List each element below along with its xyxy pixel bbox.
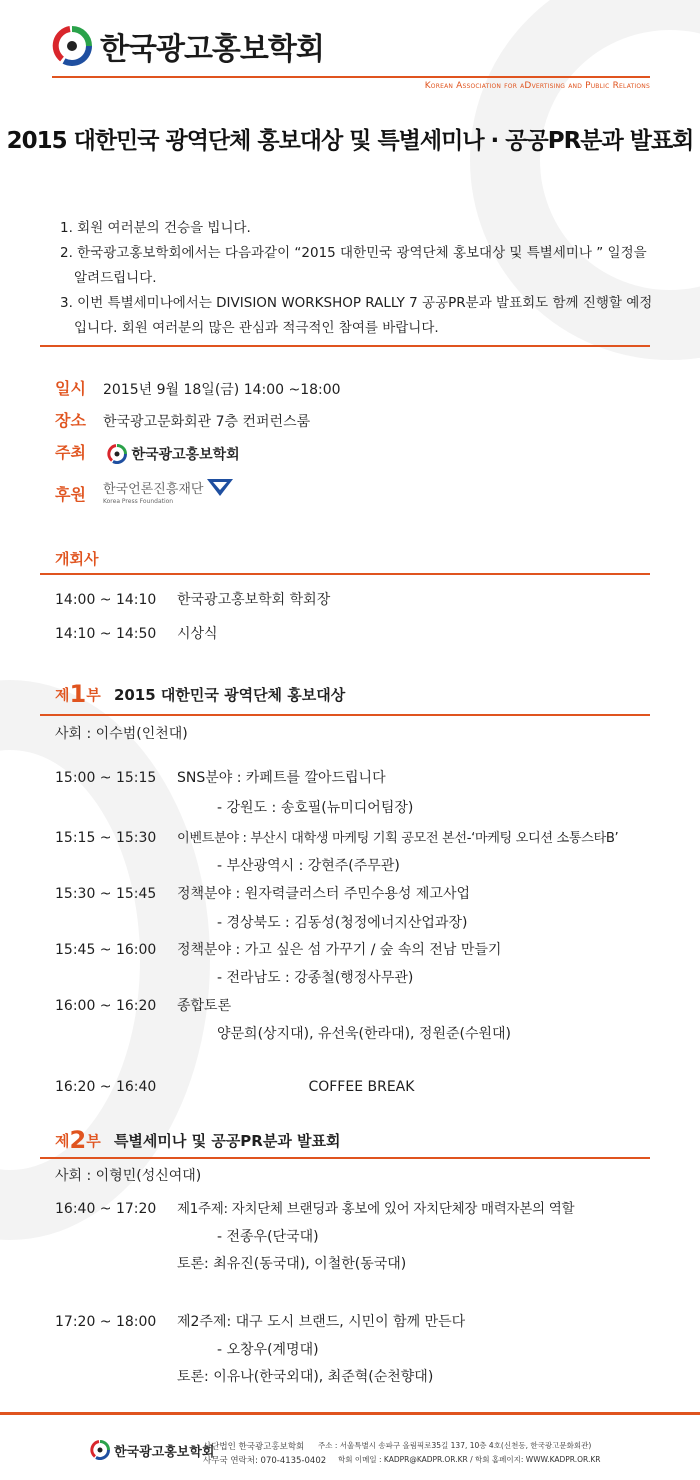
- sponsor-en: Korea Press Foundation: [103, 498, 174, 505]
- part2-title: [55, 1126, 341, 1154]
- time: 15:30 ~ 15:45: [55, 886, 157, 902]
- info-place: [55, 408, 310, 431]
- press-foundation-emblem-icon: [207, 477, 233, 497]
- header-logo: [52, 24, 324, 68]
- time: 17:20 ~ 18:00: [55, 1314, 157, 1330]
- discussants: 토론: 이유나(한국외대), 최준혁(순천향대): [177, 1369, 434, 1385]
- date-value: 2015년 9월 18일(금) 14:00 ~18:00: [103, 382, 341, 398]
- schedule-row: [55, 767, 386, 787]
- footer: [0, 1412, 700, 1480]
- opening-title: 개회사: [55, 550, 99, 568]
- notice-item: 1. 회원 여러분의 건승을 빕니다.: [60, 220, 251, 236]
- time: 15:15 ~ 15:30: [55, 830, 157, 846]
- sponsor-logo: [103, 477, 233, 505]
- schedule-row: [55, 1197, 574, 1217]
- footer-address: 주소 : 서울특별시 송파구 올림픽로35길 137, 10층 4호(신천동, 한국광고문화회관): [318, 1441, 592, 1450]
- host-logo: [107, 444, 239, 464]
- part1-pre: 제: [55, 686, 70, 704]
- item: SNS분야 : 카페트를 깔아드립니다: [177, 770, 386, 786]
- time: 16:20 ~ 16:40: [55, 1079, 157, 1095]
- time: 15:00 ~ 15:15: [55, 770, 157, 786]
- part1-number: 1: [69, 680, 87, 708]
- notice-item: 2. 한국광고홍보학회에서는 다음과같이 “2015 대한민국 광역단체 홍보대상 및 특별세미나 ” 일정을 알려드립니다.: [60, 245, 647, 286]
- place-value: 한국광고문화회관 7층 컨퍼런스룸: [103, 414, 311, 430]
- item: 제2주제: 대구 도시 브랜드, 시민이 함께 만든다: [177, 1314, 466, 1330]
- schedule-row: [55, 995, 231, 1015]
- notice-list: [60, 216, 660, 341]
- divider: [40, 573, 650, 575]
- divider: [40, 714, 650, 716]
- logo-text: 한국광고홍보학회: [100, 32, 324, 67]
- presenter: - 경상북도 : 김동성(청정에너지산업과장): [217, 915, 468, 931]
- footer-top-rule: [0, 1412, 700, 1415]
- part2-pre: 제: [55, 1132, 70, 1150]
- presenter: - 전종우(단국대): [217, 1229, 319, 1245]
- time: 16:00 ~ 16:20: [55, 998, 157, 1014]
- association-emblem-icon: [107, 444, 127, 464]
- footer-org: 사단법인 한국광고홍보학회: [203, 1442, 305, 1452]
- presenter: - 오창우(계명대): [217, 1342, 319, 1358]
- time: 16:40 ~ 17:20: [55, 1201, 157, 1217]
- header-rule: [52, 76, 650, 78]
- schedule-row: [55, 883, 470, 903]
- item: 한국광고홍보학회 학회장: [177, 592, 331, 608]
- item: 정책분야 : 원자력클러스터 주민수용성 제고사업: [177, 886, 470, 902]
- item: 이벤트분야 : 부산시 대학생 마케팅 기획 공모전 본선-‘마케팅 오디션 소통스타B’: [177, 831, 619, 846]
- part1-post: 부: [86, 686, 101, 704]
- association-emblem-icon: [90, 1440, 110, 1460]
- presenter: - 부산광역시 : 강현주(주무관): [217, 858, 400, 874]
- discussants: 토론: 최유진(동국대), 이철한(동국대): [177, 1256, 407, 1272]
- schedule-row: [55, 1311, 465, 1331]
- item: 정책분야 : 가고 싶은 섬 가꾸기 / 숲 속의 전남 만들기: [177, 942, 502, 958]
- part1-moderator: 사회 : 이수범(인천대): [55, 726, 188, 742]
- time: 15:45 ~ 16:00: [55, 942, 157, 958]
- presenter: - 강원도 : 송호필(뉴미디어팀장): [217, 800, 414, 816]
- host-logo-text: 한국광고홍보학회: [131, 447, 240, 463]
- background-ring-left: [0, 680, 210, 1240]
- date-label: 일시: [55, 379, 86, 398]
- info-sponsor: [55, 482, 103, 505]
- place-label: 장소: [55, 411, 86, 430]
- info-date: [55, 376, 341, 399]
- schedule-row: [55, 827, 618, 846]
- footer-logo-text: 한국광고홍보학회: [114, 1444, 215, 1460]
- divider: [40, 345, 650, 347]
- item: 제1주제: 자치단체 브랜딩과 홍보에 있어 자치단체장 매력자본의 역할: [177, 1201, 575, 1217]
- time: 14:10 ~ 14:50: [55, 626, 157, 642]
- time: 14:00 ~ 14:10: [55, 592, 157, 608]
- coffee-break-row: [55, 1079, 414, 1095]
- footer-web: 학회 이메일 : KADPR@KADPR.OR.KR / 학회 홈페이지: WWW.KADPR.OR.KR: [338, 1455, 601, 1464]
- sponsor-label: 후원: [55, 485, 86, 504]
- notice-item: 3. 이번 특별세미나에서는 DIVISION WORKSHOP RALLY 7 공공PR분과 발표회도 함께 진행할 예정입니다. 회원 여러분의 많은 관심과 적극적인 참여를 바랍니다.: [60, 295, 653, 336]
- host-label: 주최: [55, 443, 86, 462]
- part1-title: [55, 680, 345, 708]
- association-emblem-icon: [52, 26, 92, 66]
- part2-heading: 특별세미나 및 공공PR분과 발표회: [113, 1132, 341, 1150]
- item: 시상식: [177, 626, 218, 642]
- part2-moderator: 사회 : 이형민(성신여대): [55, 1168, 202, 1184]
- footer-logo: [90, 1440, 214, 1460]
- footer-contact: 사무국 연락처: 070-4135-0402: [203, 1456, 327, 1466]
- panelists: 양문희(상지대), 유선욱(한라대), 정원준(수원대): [217, 1026, 512, 1042]
- info-host: [55, 440, 240, 464]
- coffee-break: COFFEE BREAK: [308, 1079, 415, 1095]
- presenter: - 전라남도 : 강종철(행정사무관): [217, 970, 414, 986]
- part2-post: 부: [86, 1132, 101, 1150]
- event-title: 2015 대한민국 광역단체 홍보대상 및 특별세미나 · 공공PR분과 발표회: [6, 128, 694, 154]
- part2-number: 2: [69, 1126, 87, 1154]
- item: 종합토론: [177, 998, 232, 1014]
- schedule-row: [55, 939, 501, 959]
- header-subtitle: Korean Association for aDvertising and Public Relations: [424, 81, 650, 91]
- schedule-row: [55, 589, 330, 609]
- divider: [40, 1157, 650, 1159]
- part1-heading: 2015 대한민국 광역단체 홍보대상: [113, 686, 346, 704]
- schedule-row: [55, 623, 218, 643]
- sponsor-name: 한국언론진흥재단: [103, 481, 204, 497]
